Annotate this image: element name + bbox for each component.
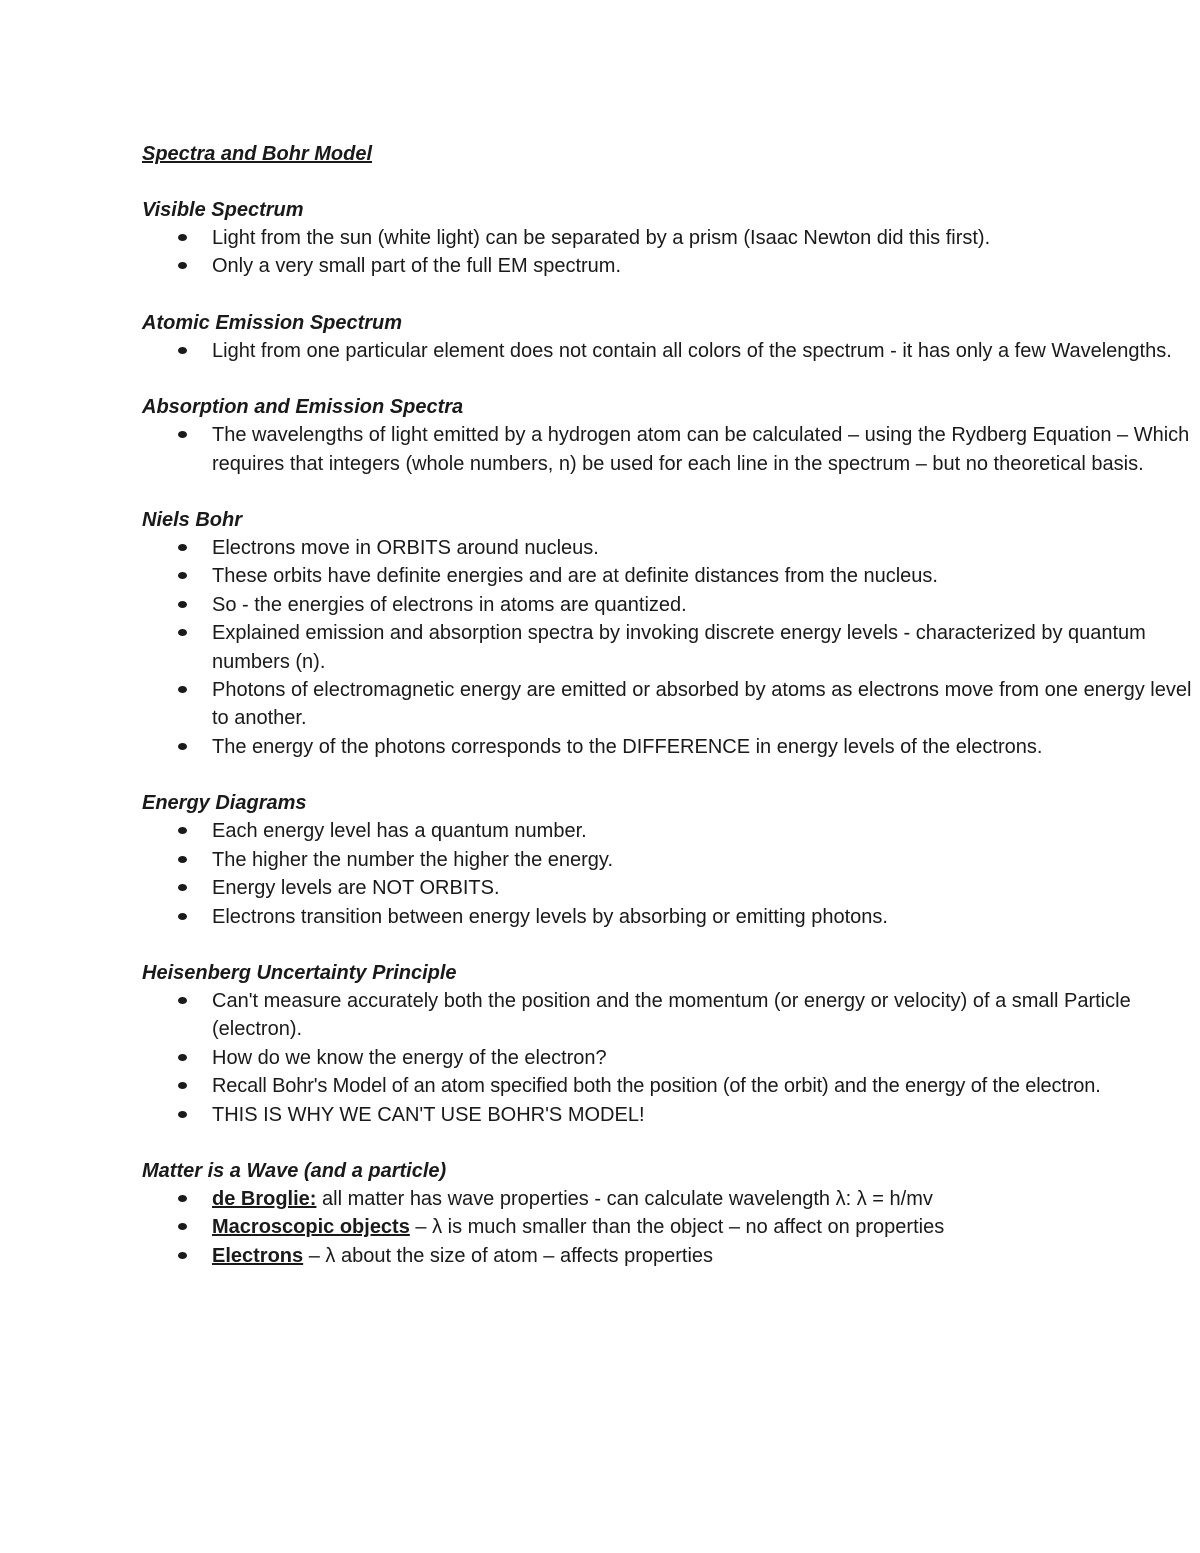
list-item: [142, 1185, 1192, 1213]
bullet-icon: [178, 1082, 187, 1089]
bullet-icon: [178, 431, 187, 438]
bullet-list: [142, 1185, 1192, 1270]
list-item-text: Light from one particular element does not contain all colors of the spectrum - it has only a few Wavelengths.: [212, 339, 1172, 362]
list-item: [142, 252, 1192, 280]
bullet-icon: [178, 347, 187, 354]
bullet-icon: [178, 743, 187, 750]
list-item-text: Electrons transition between energy levels by absorbing or emitting photons.: [212, 905, 888, 928]
list-item-text: These orbits have definite energies and are at definite distances from the nucleus.: [212, 565, 938, 588]
document-title: Spectra and Bohr Model: [142, 143, 373, 165]
section-heading: Niels Bohr: [142, 509, 243, 532]
list-item-text: Explained emission and absorption spectra by invoking discrete energy levels - characterized by quantum numbers (n).: [212, 622, 1146, 673]
list-item: [142, 817, 1192, 845]
bullet-icon: [178, 1223, 187, 1230]
bullet-icon: [178, 913, 187, 920]
bullet-icon: [178, 884, 187, 891]
bullet-list: [142, 421, 1192, 478]
section-heading: Atomic Emission Spectrum: [142, 311, 403, 334]
bullet-icon: [178, 856, 187, 863]
section-absorption-emission: [142, 393, 1192, 478]
list-item-text: Photons of electromagnetic energy are emitted or absorbed by atoms as electrons move from one energy level to another.: [212, 679, 1192, 730]
list-item-text: So - the energies of electrons in atoms are quantized.: [212, 593, 687, 616]
list-item-text: How do we know the energy of the electron?: [212, 1046, 607, 1069]
list-item: [142, 1242, 1192, 1270]
section-atomic-emission: [142, 309, 1192, 365]
list-item: [142, 1072, 1192, 1100]
bullet-icon: [178, 827, 187, 834]
bullet-list: [142, 224, 1192, 281]
list-item: [142, 676, 1192, 733]
list-item: [142, 846, 1192, 874]
list-item: [142, 1044, 1192, 1072]
bullet-icon: [178, 572, 187, 579]
bullet-icon: [178, 601, 187, 608]
list-item: [142, 534, 1192, 562]
term-de-broglie: de Broglie:: [212, 1187, 317, 1210]
list-item-text: The wavelengths of light emitted by a hydrogen atom can be calculated – using the Rydberg Equation – Which requires that integers (whole numbers, n) be used for each line in the spectrum – but no theoretical basis.: [212, 424, 1190, 475]
list-item: [142, 1101, 1192, 1129]
section-niels-bohr: [142, 506, 1192, 761]
section-heading: Visible Spectrum: [142, 199, 304, 221]
list-item: [142, 903, 1192, 931]
list-item: [142, 733, 1192, 761]
bullet-icon: [178, 1054, 187, 1061]
list-item-text: THIS IS WHY WE CAN'T USE BOHR'S MODEL!: [212, 1103, 645, 1126]
bullet-icon: [178, 997, 187, 1004]
bullet-icon: [178, 1111, 187, 1118]
section-heading: Energy Diagrams: [142, 792, 307, 815]
list-item-text: – λ about the size of atom – affects properties: [303, 1244, 714, 1267]
list-item-text: Can't measure accurately both the position and the momentum (or energy or velocity) of a small Particle (electron).: [212, 989, 1131, 1041]
list-item-text: – λ is much smaller than the object – no affect on properties: [409, 1216, 945, 1239]
bullet-list: [142, 817, 1192, 931]
list-item-text: Electrons move in ORBITS around nucleus.: [212, 537, 599, 560]
list-item: [142, 562, 1192, 590]
section-heading: Matter is a Wave (and a particle): [142, 1159, 447, 1182]
section-heisenberg: [142, 959, 1192, 1129]
list-item: [142, 987, 1192, 1044]
list-item-text: all matter has wave properties - can calculate wavelength λ: λ = h/mv: [316, 1187, 933, 1210]
term-macroscopic-objects: Macroscopic objects: [212, 1216, 410, 1239]
list-item: [142, 421, 1192, 478]
section-visible-spectrum: [142, 196, 1192, 281]
list-item-text: Each energy level has a quantum number.: [212, 820, 587, 843]
section-matter-wave: [142, 1157, 1192, 1270]
bullet-icon: [178, 262, 187, 269]
list-item-text: Light from the sun (white light) can be separated by a prism (Isaac Newton did this first).: [212, 227, 991, 249]
bullet-icon: [178, 1252, 187, 1259]
list-item-text: Recall Bohr's Model of an atom specified both the position (of the orbit) and the energy of the electron.: [212, 1075, 1101, 1098]
document-page: [142, 140, 1192, 1298]
term-electrons: Electrons: [212, 1244, 304, 1267]
bullet-list: [142, 987, 1192, 1129]
list-item: [142, 1213, 1192, 1241]
list-item: [142, 619, 1192, 676]
section-energy-diagrams: [142, 789, 1192, 931]
bullet-icon: [178, 1195, 187, 1202]
bullet-icon: [178, 544, 187, 551]
list-item-text: The energy of the photons corresponds to the DIFFERENCE in energy levels of the electrons.: [212, 735, 1043, 758]
bullet-list: [142, 534, 1192, 761]
list-item: [142, 337, 1192, 365]
bullet-list: [142, 337, 1192, 365]
bullet-icon: [178, 234, 187, 241]
list-item: [142, 874, 1192, 902]
title-spacer: [142, 168, 1192, 196]
bullet-icon: [178, 629, 187, 636]
section-heading: Heisenberg Uncertainty Principle: [142, 961, 457, 984]
list-item-text: The higher the number the higher the energy.: [212, 848, 613, 871]
bullet-icon: [178, 686, 187, 693]
list-item-text: Energy levels are NOT ORBITS.: [212, 877, 500, 900]
list-item: [142, 591, 1192, 619]
list-item: [142, 224, 1192, 252]
list-item-text: Only a very small part of the full EM spectrum.: [212, 255, 622, 278]
section-heading: Absorption and Emission Spectra: [142, 396, 464, 419]
